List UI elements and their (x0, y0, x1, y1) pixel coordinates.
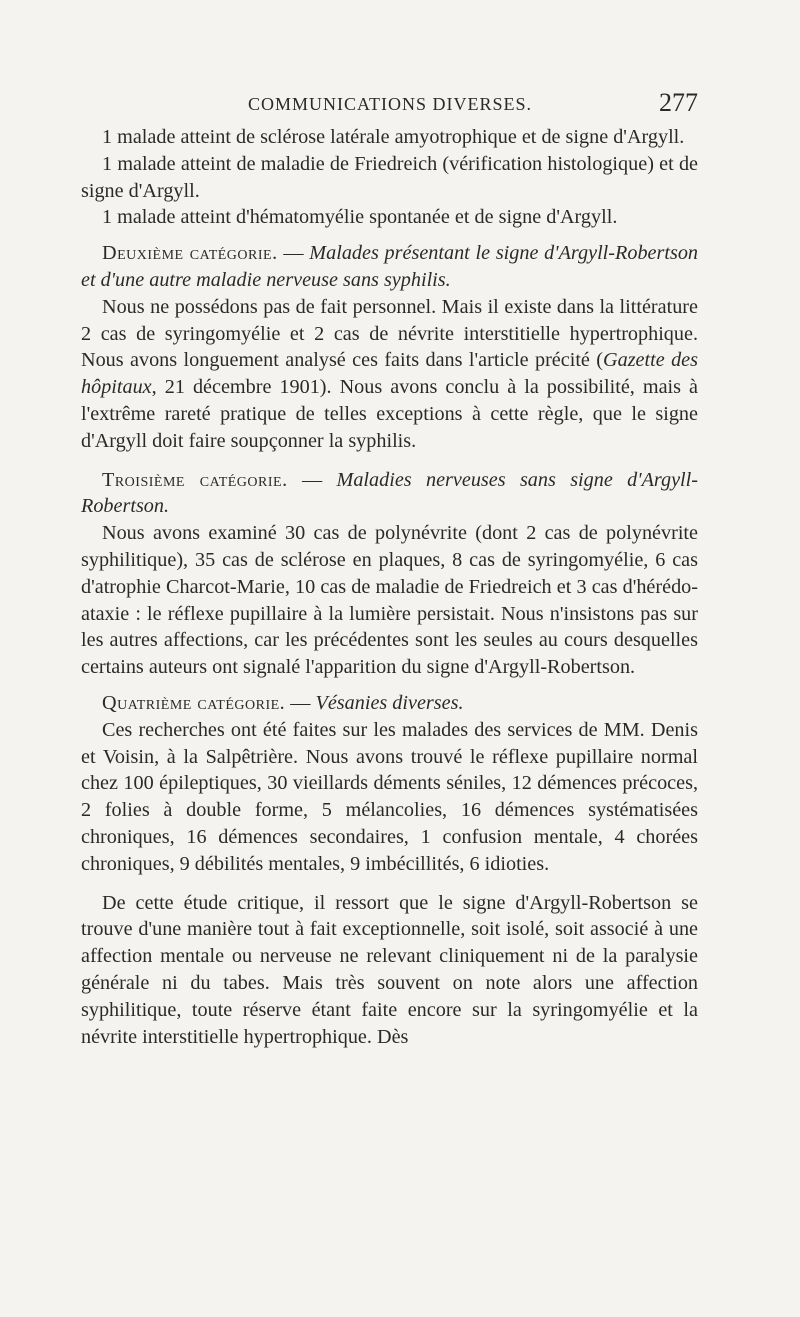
separator: — (285, 691, 316, 714)
section-heading-cat3 (81, 467, 698, 521)
paragraph: De cette étude critique, il ressort que le signe d'Argyll-Robertson se trouve d'une manière tout à fait exceptionnelle, soit isolé, soit associé à une affection mentale ou nerveuse ne relevant cliniquement ni de la paralysie générale ni du tabes. Mais très souvent on note alors une affection syphilitique, toute réserve étant faite encore sur la syringomyélie et la névrite interstitielle hypertrophique. Dès (81, 891, 698, 1048)
separator: — (277, 242, 310, 265)
citation: Gazette des hôpitaux (81, 349, 698, 399)
category-label: Quatrième catégorie. (102, 691, 286, 714)
section-heading-cat4 (81, 690, 698, 717)
separator: — (287, 468, 337, 491)
page-number: 277 (659, 88, 698, 117)
category-label: Deuxième catégorie. (102, 242, 278, 265)
paragraph: Nous avons examiné 30 cas de polynévrite (dont 2 cas de polynévrite syphilitique), 35 cas de sclérose en plaques, 8 cas de syringomyélie, 6 cas d'atrophie Charcot-Marie, 10 cas de maladie de Friedreich et 3 cas d'hérédo-ataxie : le réflexe pupillaire à la lumière persistait. Nous n'insistons pas sur les autres affections, car les précédentes sont les seules au cours desquelles certains auteurs ont signalé l'apparition du signe d'Argyll-Robertson. (81, 522, 698, 679)
category-title: Maladies nerveuses sans signe d'Argyll-Robertson. (81, 468, 699, 518)
category-label: Troisième catégorie. (102, 468, 288, 491)
category-title: Vésanies diverses. (315, 691, 464, 714)
page-header (80, 88, 700, 120)
paragraph (81, 294, 698, 455)
category-title: Malades présentant le signe d'Argyll-Robertson et d'une autre maladie nerveuse sans syphilis. (81, 242, 699, 291)
paragraph: 1 malade atteint de sclérose latérale amyotrophique et de signe d'Argyll. (102, 126, 685, 148)
text-run: Nous ne possédons pas de fait personnel. Mais il existe dans la littérature 2 cas de syringomyélie et 2 cas de névrite interstitielle hypertrophique. Nous avons longuement analysé ces faits dans l'article précité ( (81, 295, 698, 372)
paragraph: 1 malade atteint d'hématomyélie spontanée et de signe d'Argyll. (102, 206, 618, 229)
body-text (81, 124, 698, 1050)
paragraph: 1 malade atteint de maladie de Friedreich (vérification histologique) et de signe d'Argyll. (81, 152, 698, 202)
text-run: , 21 décembre 1901). Nous avons conclu à la possibilité, mais à l'extrême rareté pratique de telles exceptions à cette règle, que le signe d'Argyll doit faire soupçonner la syphilis. (81, 376, 698, 452)
paragraph: Ces recherches ont été faites sur les malades des services de MM. Denis et Voisin, à la Salpêtrière. Nous avons trouvé le réflexe pupillaire normal chez 100 épileptiques, 30 vieillards déments séniles, 12 démences précoces, 2 folies à double forme, 5 mélancolies, 16 démences systématisées chroniques, 16 démences secondaires, 1 confusion mentale, 4 chorées chroniques, 9 débilités mentales, 9 imbécillités, 6 idioties. (81, 718, 698, 875)
running-title: COMMUNICATIONS DIVERSES. (247, 94, 533, 114)
section-heading-cat2 (81, 240, 698, 294)
